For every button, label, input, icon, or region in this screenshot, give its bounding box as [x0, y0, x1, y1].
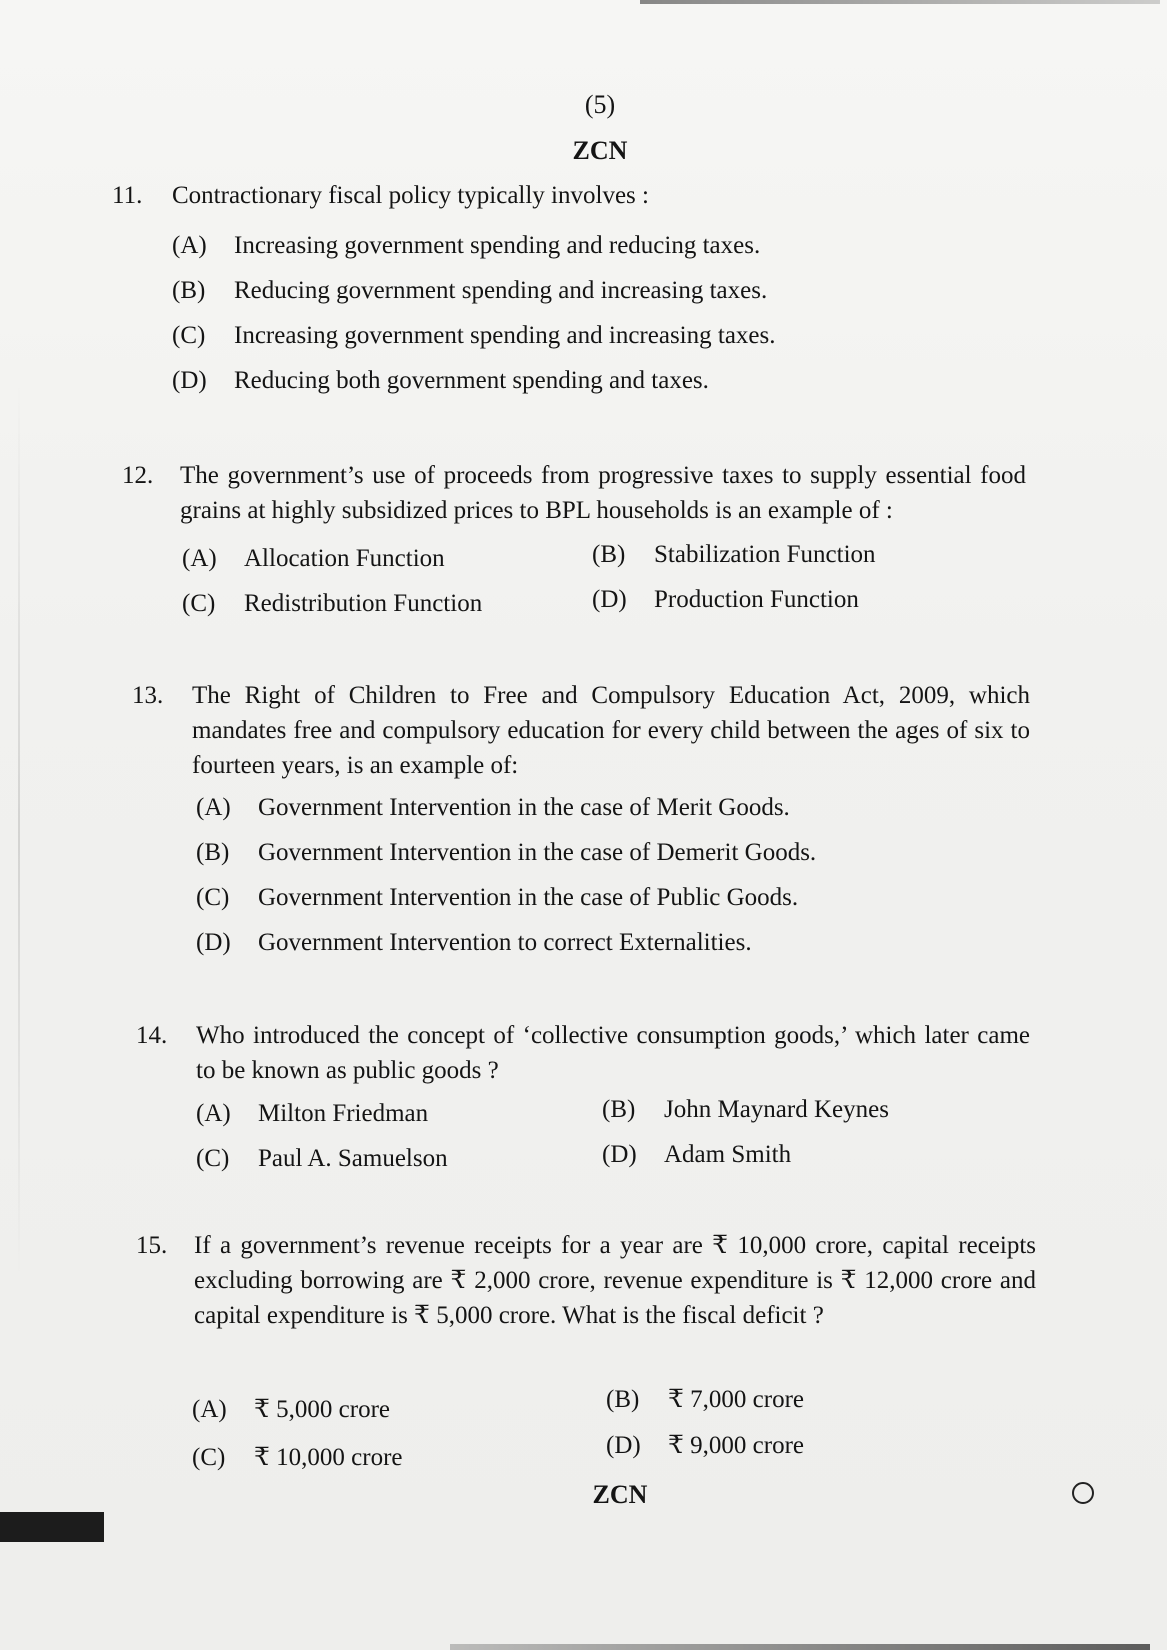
option-13-a[interactable]	[196, 790, 790, 825]
scan-smudge	[0, 1512, 104, 1542]
option-text: Production Function	[654, 586, 859, 613]
option-letter: (D)	[592, 586, 627, 613]
option-14-c[interactable]	[196, 1141, 448, 1176]
option-text: Government Intervention to correct Externalities.	[258, 929, 752, 956]
option-text: Milton Friedman	[258, 1100, 429, 1127]
option-letter: (D)	[196, 929, 231, 956]
option-letter: (B)	[172, 277, 206, 304]
page-number: (5)	[584, 90, 616, 119]
option-text: ₹ 5,000 crore	[254, 1396, 390, 1423]
paper-code-footer: ZCN	[592, 1480, 648, 1509]
page-edge-shadow-top	[640, 0, 1160, 4]
question-number: 12.	[122, 462, 154, 489]
option-letter: (C)	[172, 322, 206, 349]
option-letter: (C)	[196, 884, 230, 911]
option-text: Stabilization Function	[654, 541, 876, 568]
question-text: Contractionary fiscal policy typically involves :	[172, 182, 649, 209]
option-letter: (B)	[606, 1386, 640, 1413]
option-11-d[interactable]	[172, 363, 709, 398]
option-letter: (A)	[192, 1396, 227, 1423]
option-13-d[interactable]	[196, 925, 752, 960]
option-13-b[interactable]	[196, 835, 816, 870]
option-text: Adam Smith	[664, 1141, 792, 1168]
option-letter: (C)	[182, 590, 216, 617]
option-11-b[interactable]	[172, 273, 767, 308]
question-number: 11.	[112, 182, 143, 209]
option-13-c[interactable]	[196, 880, 798, 915]
option-letter: (A)	[172, 232, 207, 259]
option-14-b[interactable]	[602, 1092, 889, 1127]
option-letter: (B)	[592, 541, 626, 568]
question-text: The Right of Children to Free and Compulsory Education Act, 2009, which mandates free and compulsory education for every child between the ages of six to fourteen years, is an example of:	[192, 682, 1030, 779]
option-15-d[interactable]	[606, 1428, 804, 1463]
option-letter: (D)	[172, 367, 207, 394]
option-text: Paul A. Samuelson	[258, 1145, 448, 1172]
question-number: 14.	[136, 1022, 168, 1049]
option-text: Redistribution Function	[244, 590, 483, 617]
option-12-a[interactable]	[182, 541, 445, 576]
paper-code-header: ZCN	[572, 136, 628, 165]
option-letter: (D)	[606, 1432, 641, 1459]
option-14-d[interactable]	[602, 1137, 791, 1172]
option-text: Government Intervention in the case of Merit Goods.	[258, 794, 790, 821]
question-11	[112, 178, 1012, 218]
option-11-c[interactable]	[172, 318, 776, 353]
circle-mark-icon	[1072, 1482, 1094, 1504]
option-letter: (A)	[196, 794, 231, 821]
option-text: Reducing government spending and increasing taxes.	[234, 277, 768, 304]
option-letter: (A)	[182, 545, 217, 572]
option-11-a[interactable]	[172, 228, 760, 263]
option-letter: (B)	[196, 839, 230, 866]
option-letter: (C)	[196, 1145, 230, 1172]
option-text: John Maynard Keynes	[664, 1096, 889, 1123]
option-text: ₹ 10,000 crore	[254, 1444, 403, 1471]
question-number: 15.	[136, 1232, 168, 1259]
option-text: Reducing both government spending and taxes.	[234, 367, 709, 394]
question-15	[136, 1228, 1038, 1373]
option-text: Government Intervention in the case of Demerit Goods.	[258, 839, 817, 866]
option-15-a[interactable]	[192, 1392, 390, 1427]
option-letter: (A)	[196, 1100, 231, 1127]
option-text: ₹ 9,000 crore	[668, 1432, 804, 1459]
option-letter: (D)	[602, 1141, 637, 1168]
option-12-d[interactable]	[592, 582, 859, 617]
option-15-b[interactable]	[606, 1382, 804, 1417]
option-text: ₹ 7,000 crore	[668, 1386, 804, 1413]
option-text: Increasing government spending and reducing taxes.	[234, 232, 761, 259]
option-text: Allocation Function	[244, 545, 445, 572]
page-edge-shadow-bottom	[450, 1644, 1150, 1650]
option-letter: (B)	[602, 1096, 636, 1123]
option-letter: (C)	[192, 1444, 226, 1471]
option-text: Increasing government spending and increasing taxes.	[234, 322, 776, 349]
question-12	[122, 458, 1028, 533]
option-12-b[interactable]	[592, 537, 876, 572]
question-13	[132, 678, 1030, 788]
paper-fold-line	[18, 380, 20, 1280]
option-12-c[interactable]	[182, 586, 482, 621]
option-14-a[interactable]	[196, 1096, 428, 1131]
question-number: 13.	[132, 682, 164, 709]
question-14	[136, 1018, 1030, 1093]
question-text: If a government’s revenue receipts for a year are ₹ 10,000 crore, capital receipts excluding borrowing are ₹ 2,000 crore, revenue expenditure is ₹ 12,000 crore and capital expenditure is ₹ 5,000 crore. What is the fiscal deficit ?	[194, 1232, 1036, 1329]
option-15-c[interactable]	[192, 1440, 403, 1475]
option-text: Government Intervention in the case of Public Goods.	[258, 884, 799, 911]
question-text: The government’s use of proceeds from progressive taxes to supply essential food grains at highly subsidized prices to BPL households is an example of :	[180, 462, 1026, 524]
question-text: Who introduced the concept of ‘collective consumption goods,’ which later came to be known as public goods ?	[196, 1022, 1030, 1084]
